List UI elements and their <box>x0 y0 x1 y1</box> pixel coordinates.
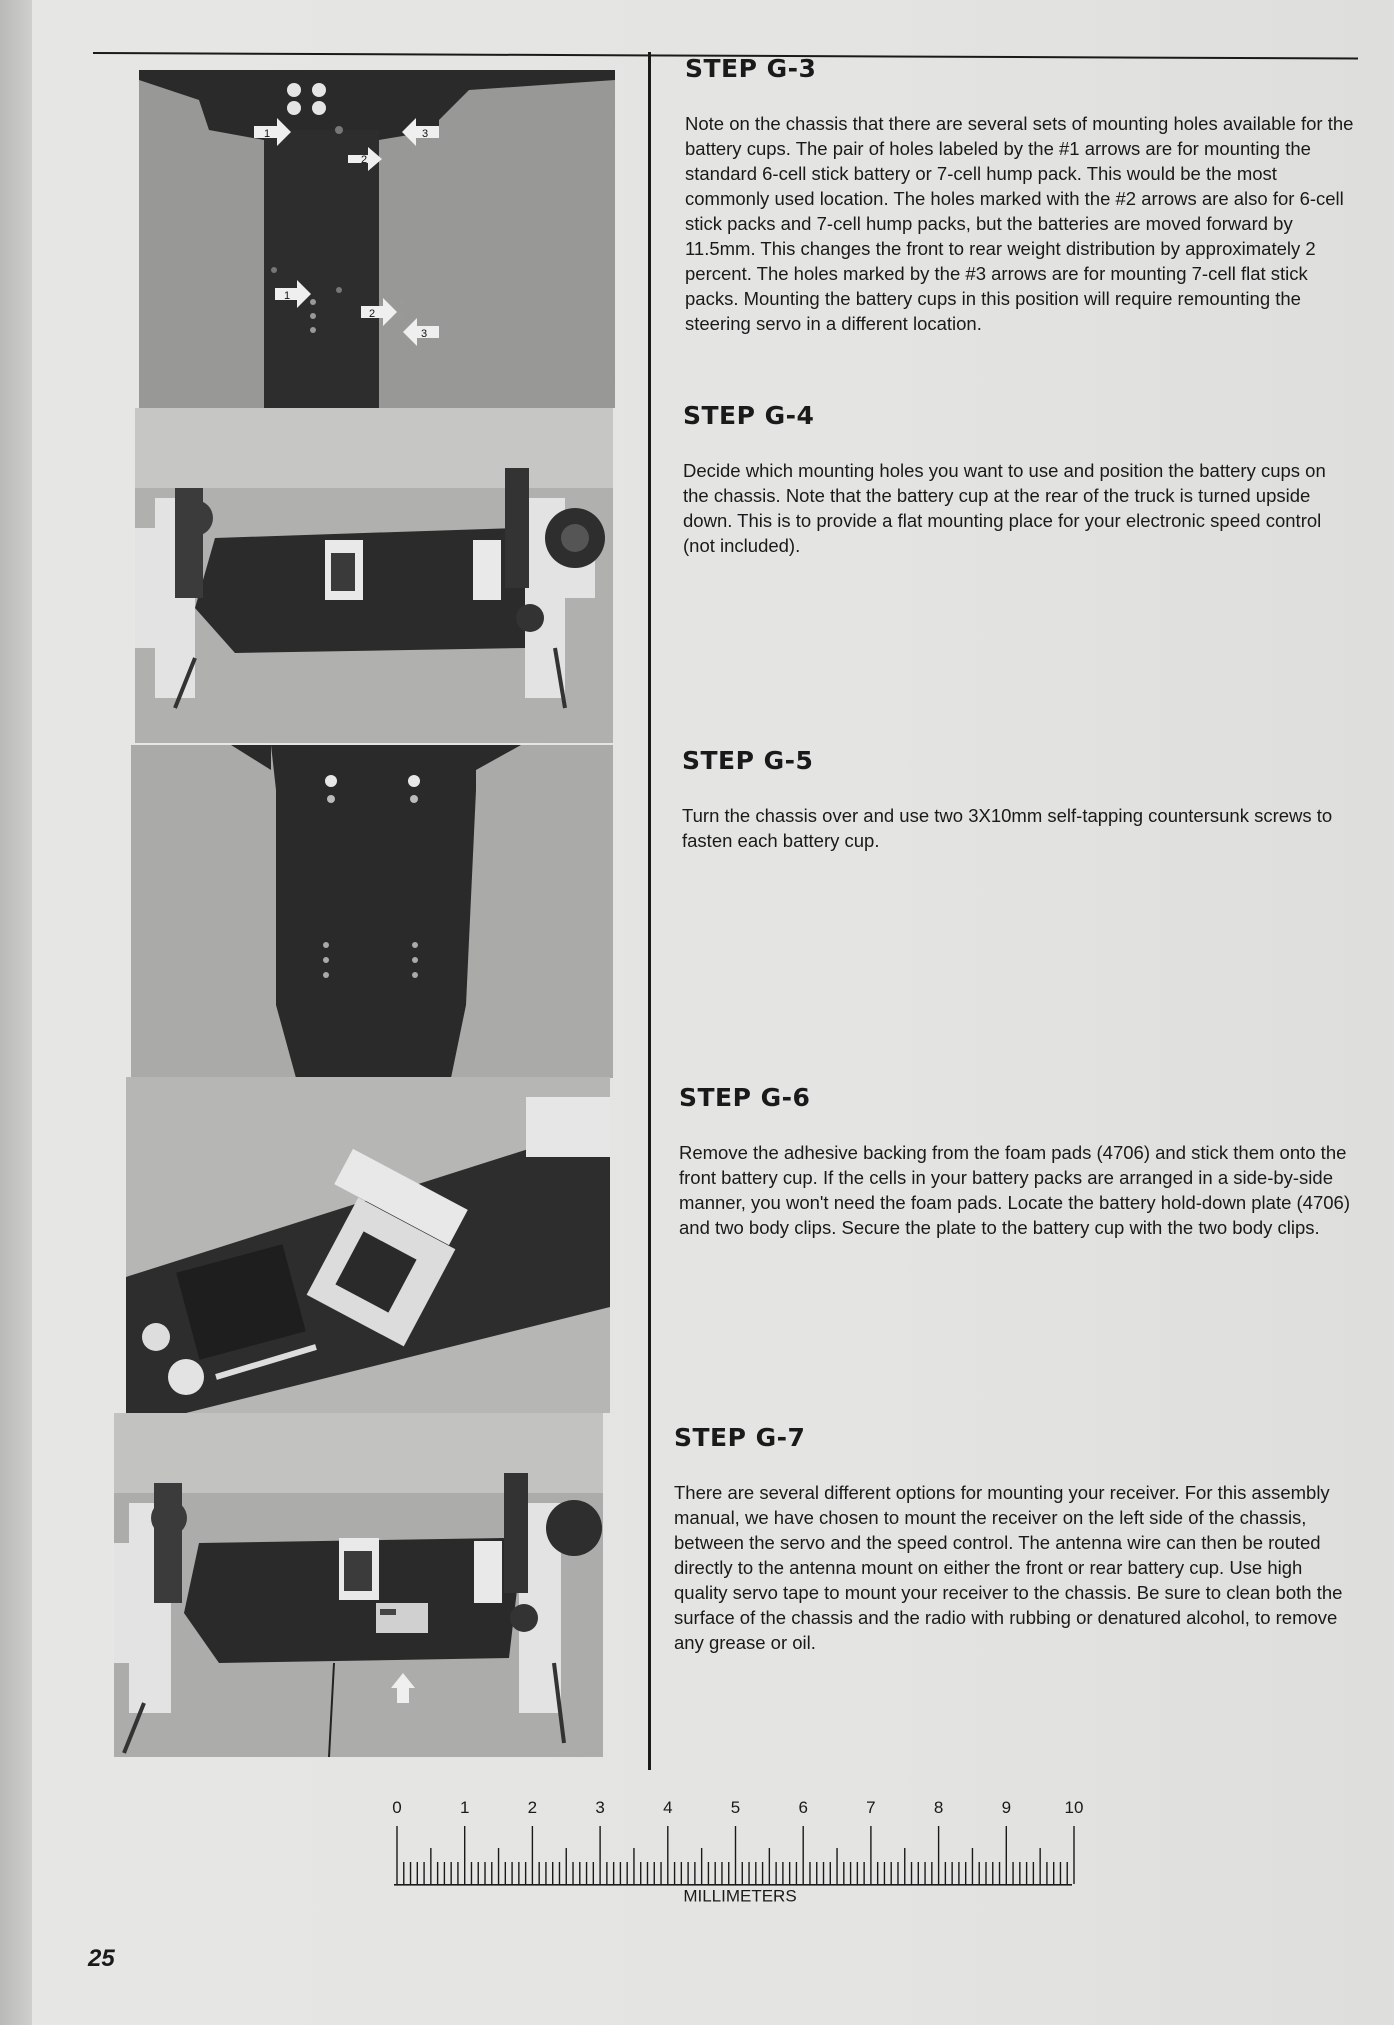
step-g7-body: There are several different options for mounting your receiver. For this assembly manual, we have chosen to mount the receiver on the left side of the chassis, between the servo and the speed control. The antenna wire can then be routed directly to the antenna mount on either the front or rear battery cup. Use high quality servo tape to mount your receiver to the chassis. Be sure to clean both the surface of the chassis and the radio with rubbing or denatured alcohol, to remove any grease or oil. <box>674 1482 1343 1653</box>
ruler-number: 7 <box>866 1798 876 1817</box>
ruler-number: 8 <box>933 1798 944 1817</box>
ruler-number: 0 <box>392 1798 402 1817</box>
svg-text:3: 3 <box>422 128 429 140</box>
page-edge <box>0 0 32 2025</box>
step-g5-body: Turn the chassis over and use two 3X10mm self-tapping countersunk screws to fasten each battery cup. <box>682 805 1333 851</box>
step-g3-body: Note on the chassis that there are several sets of mounting holes available for the battery cups. The pair of holes labeled by the #1 arrows are for mounting the standard 6-cell stick battery or 7-cell hump pack. This would be the most commonly used location. The holes marked with the #2 arrows are also for 6-cell stick packs and 7-cell hump packs, but the batteries are moved forward by 11.5mm. This changes the front to rear weight distribution by approximately 2 percent. The holes marked by the #3 arrows are for mounting 7-cell flat stick packs. Mounting the battery cups in this position will require remounting the steering servo in a different location. <box>685 113 1354 334</box>
svg-text:2: 2 <box>361 154 368 166</box>
ruler-number: 5 <box>730 1798 741 1817</box>
photo-chassis-underside <box>131 745 613 1078</box>
svg-text:1: 1 <box>264 128 271 140</box>
page-number: 25 <box>88 1945 115 1972</box>
photo-battery-hold-down <box>126 1077 610 1413</box>
step-g4-title: STEP G-4 <box>683 401 815 430</box>
column-divider <box>648 52 651 1770</box>
step-g4-body: Decide which mounting holes you want to use and position the battery cups on the chassis. Note that the battery cup at the rear of the truck is turned upside down. This is to provide a flat mounting place for your electronic speed control (not included). <box>683 460 1326 556</box>
step-g6-title: STEP G-6 <box>679 1083 811 1112</box>
ruler-number: 1 <box>459 1798 470 1817</box>
ruler-number: 6 <box>798 1798 808 1817</box>
step-g5-title: STEP G-5 <box>682 746 814 775</box>
svg-text:3: 3 <box>421 328 428 340</box>
step-g4 <box>683 401 1363 558</box>
svg-text:1: 1 <box>284 290 291 302</box>
step-g3-title: STEP G-3 <box>685 54 817 83</box>
step-g5 <box>682 746 1362 853</box>
ruler-number: 3 <box>595 1798 605 1817</box>
step-g7-title: STEP G-7 <box>674 1423 806 1452</box>
step-g6 <box>679 1083 1359 1240</box>
ruler-number: 2 <box>527 1798 538 1817</box>
ruler-label: MILLIMETERS <box>683 1886 797 1906</box>
photo-receiver-placement <box>114 1413 603 1757</box>
millimeter-ruler <box>392 1796 1084 1906</box>
photo-battery-cups-positioned <box>135 408 613 743</box>
ruler-number: 9 <box>1001 1798 1012 1817</box>
step-g3 <box>685 54 1365 336</box>
ruler-number: 4 <box>663 1798 673 1817</box>
photo-chassis-mounting-holes <box>139 70 615 408</box>
ruler-number: 10 <box>1064 1798 1084 1817</box>
svg-text:2: 2 <box>369 308 376 320</box>
step-g6-body: Remove the adhesive backing from the foam pads (4706) and stick them onto the front battery cup. If the cells in your battery packs are arranged in a side-by-side manner, you won't need the foam pads. Locate the battery hold-down plate (4706) and two body clips. Secure the plate to the battery cup with the two body clips. <box>679 1142 1350 1238</box>
step-g7 <box>674 1423 1354 1655</box>
